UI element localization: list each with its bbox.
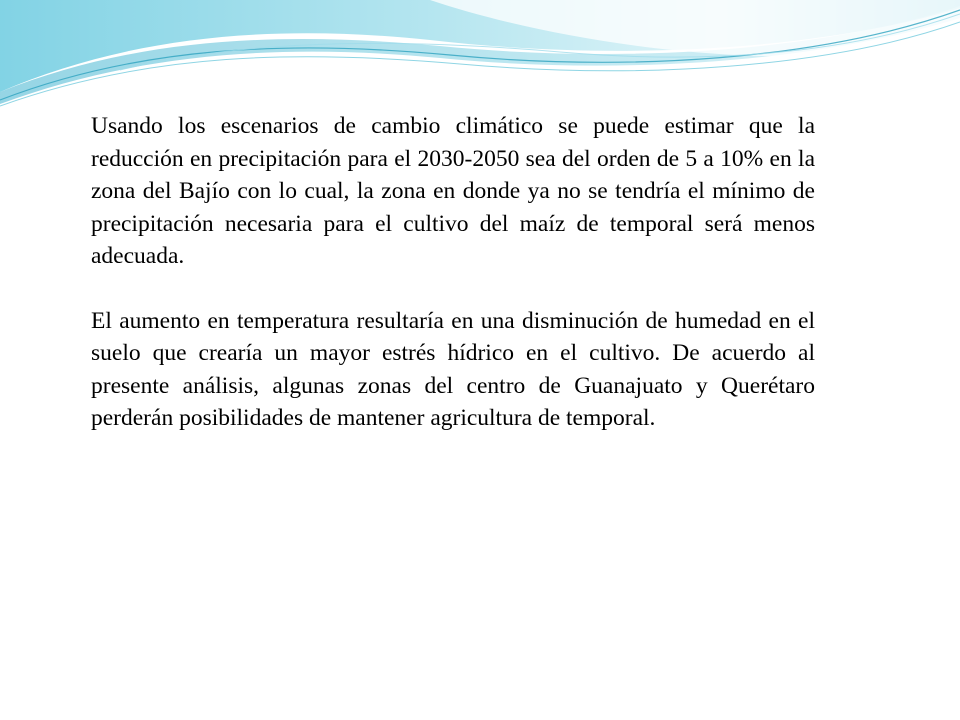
decorative-wave-header	[0, 0, 960, 110]
body-text	[91, 110, 815, 435]
paragraph-1: Usando los escenarios de cambio climático se puede estimar que la reducción en precipitación para el 2030-2050 sea del orden de 5 a 10% en la zona del Bajío con lo cual, la zona en donde ya no se tendría el mínimo de precipitación necesaria para el cultivo del maíz de temporal será menos adecuada.	[91, 113, 815, 269]
paragraph-2: El aumento en temperatura resultaría en una disminución de humedad en el suelo que crearía un mayor estrés hídrico en el cultivo. De acuerdo al presente análisis, algunas zonas del centro de Guanajuato y Querétaro perderán posibilidades de mantener agricultura de temporal.	[91, 307, 815, 431]
